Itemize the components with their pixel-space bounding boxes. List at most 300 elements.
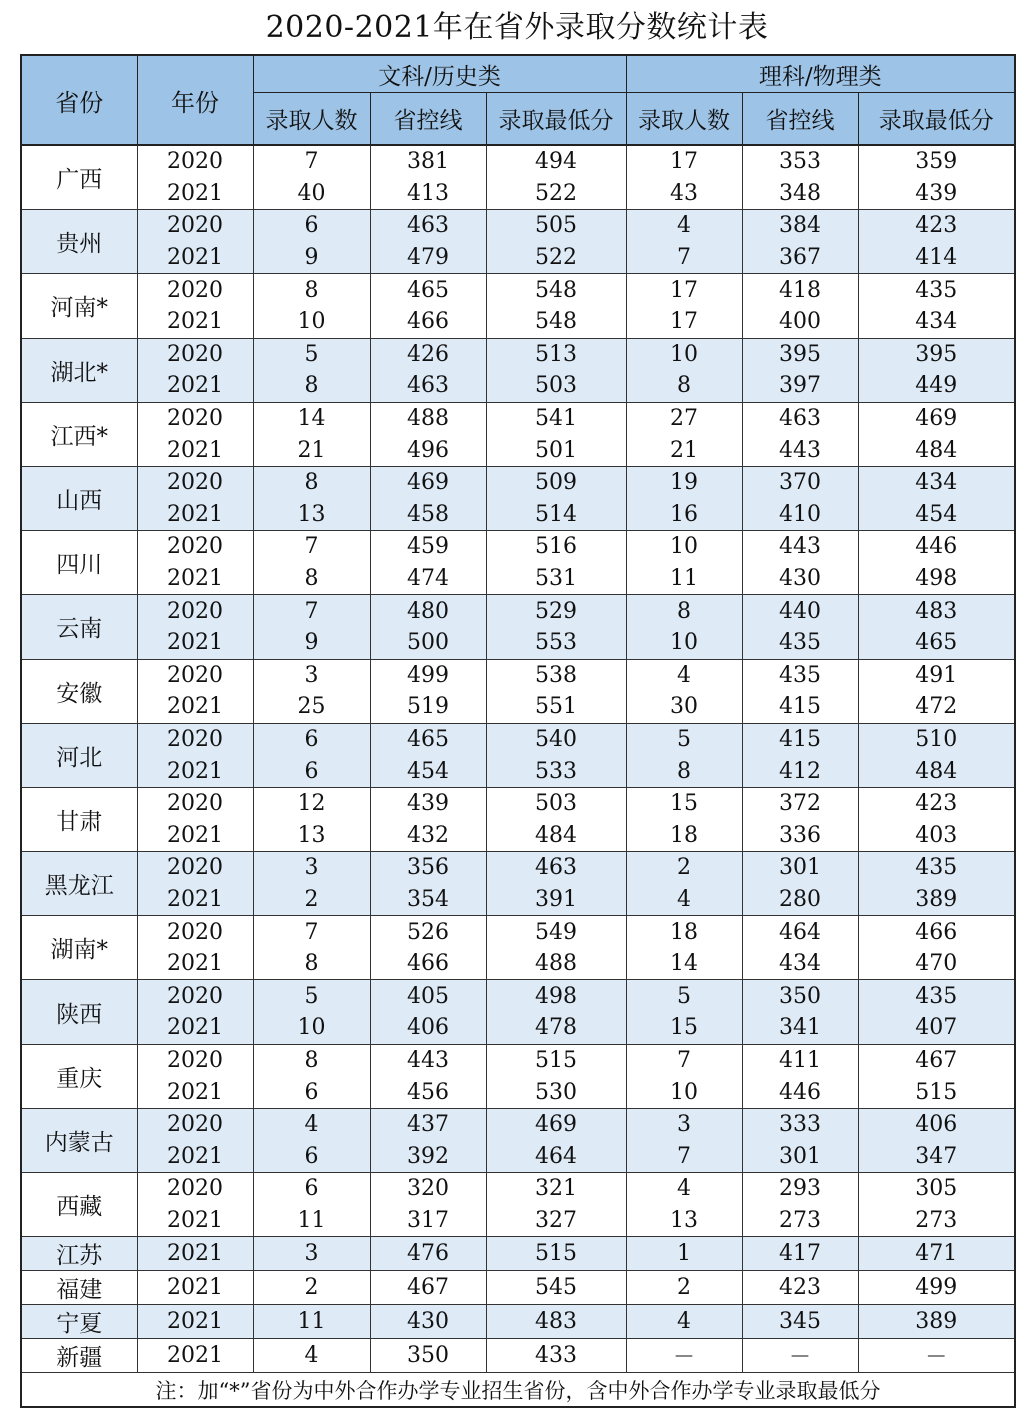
arts-enrolled-cell: 25 [253,691,370,723]
science-control-line-cell: 353 [742,145,858,178]
science-control-line-cell: 443 [742,434,858,466]
arts-control-line-cell: 463 [370,210,486,242]
table-row [21,370,1015,402]
science-min-score-cell: 472 [858,691,1015,723]
arts-min-score-cell: 494 [486,145,626,178]
science-min-score-cell: 499 [858,1271,1015,1305]
arts-enrolled-cell: 11 [253,1305,370,1339]
science-min-score-cell: 515 [858,1076,1015,1108]
science-control-line-cell: － [742,1339,858,1373]
science-enrolled-cell: 10 [626,531,742,563]
year-cell: 2021 [137,178,253,210]
admission-score-table [20,54,1016,1408]
science-enrolled-cell: 43 [626,178,742,210]
table-row [21,1044,1015,1076]
arts-enrolled-cell: 5 [253,980,370,1012]
arts-min-score-cell: 501 [486,434,626,466]
science-control-line-cell: 430 [742,563,858,595]
science-enrolled-cell: 15 [626,1012,742,1044]
arts-control-line-cell: 432 [370,819,486,851]
science-control-line-cell: 367 [742,242,858,274]
science-enrolled-cell: 3 [626,1108,742,1140]
science-min-score-cell: 466 [858,916,1015,948]
science-control-line-cell: 440 [742,595,858,627]
science-min-score-cell: 470 [858,948,1015,980]
table-row [21,1237,1015,1271]
arts-enrolled-cell: 8 [253,1044,370,1076]
arts-control-line-header: 省控线 [370,93,486,146]
table-footer [21,1373,1015,1408]
arts-min-score-cell: 464 [486,1140,626,1172]
science-control-line-cell: 301 [742,852,858,884]
science-min-score-header: 录取最低分 [858,93,1015,146]
science-control-line-cell: 446 [742,1076,858,1108]
table-row [21,723,1015,755]
science-control-line-cell: 415 [742,691,858,723]
arts-enrolled-cell: 7 [253,531,370,563]
science-min-score-cell: 484 [858,434,1015,466]
science-control-line-cell: 417 [742,1237,858,1271]
year-cell: 2020 [137,659,253,691]
arts-enrolled-cell: 5 [253,338,370,370]
science-control-line-cell: 384 [742,210,858,242]
year-cell: 2021 [137,370,253,402]
table-row [21,402,1015,434]
table-row [21,659,1015,691]
arts-min-score-cell: 529 [486,595,626,627]
science-min-score-cell: 305 [858,1173,1015,1205]
year-cell: 2020 [137,274,253,306]
science-min-score-cell: 471 [858,1237,1015,1271]
year-cell: 2020 [137,595,253,627]
year-cell: 2021 [137,1205,253,1237]
science-control-line-cell: 333 [742,1108,858,1140]
science-control-line-cell: 301 [742,1140,858,1172]
arts-enrolled-cell: 13 [253,819,370,851]
province-cell: 四川 [21,531,137,595]
science-control-line-cell: 415 [742,723,858,755]
arts-enrolled-cell: 2 [253,1271,370,1305]
science-enrolled-cell: 4 [626,659,742,691]
table-row [21,948,1015,980]
year-cell: 2021 [137,1271,253,1305]
arts-enrolled-cell: 6 [253,1140,370,1172]
arts-control-line-cell: 426 [370,338,486,370]
science-control-line-cell: 293 [742,1173,858,1205]
science-control-line-cell: 345 [742,1305,858,1339]
arts-min-score-cell: 513 [486,338,626,370]
arts-enrolled-cell: 6 [253,1173,370,1205]
science-min-score-cell: 465 [858,627,1015,659]
year-cell: 2020 [137,1044,253,1076]
year-cell: 2021 [137,1305,253,1339]
arts-control-line-cell: 469 [370,466,486,498]
science-control-line-cell: 443 [742,531,858,563]
arts-control-line-cell: 443 [370,1044,486,1076]
science-min-score-cell: 483 [858,595,1015,627]
science-min-score-cell: 406 [858,1108,1015,1140]
arts-min-score-cell: 327 [486,1205,626,1237]
arts-enrolled-cell: 7 [253,916,370,948]
science-control-line-cell: 372 [742,787,858,819]
table-row [21,1271,1015,1305]
arts-min-score-cell: 498 [486,980,626,1012]
science-min-score-cell: 467 [858,1044,1015,1076]
table-row [21,210,1015,242]
arts-min-score-cell: 509 [486,466,626,498]
arts-enrolled-cell: 9 [253,242,370,274]
arts-enrolled-cell: 3 [253,1237,370,1271]
science-min-score-cell: 403 [858,819,1015,851]
table-row [21,852,1015,884]
arts-control-line-cell: 480 [370,595,486,627]
arts-min-score-cell: 515 [486,1237,626,1271]
province-cell: 陕西 [21,980,137,1044]
province-cell: 黑龙江 [21,852,137,916]
province-cell: 山西 [21,466,137,530]
science-enrolled-cell: 13 [626,1205,742,1237]
science-min-score-cell: 439 [858,178,1015,210]
table-row [21,466,1015,498]
science-control-line-cell: 348 [742,178,858,210]
arts-min-score-cell: 551 [486,691,626,723]
arts-control-line-cell: 476 [370,1237,486,1271]
table-row [21,1339,1015,1373]
year-cell: 2021 [137,1140,253,1172]
province-cell: 甘肃 [21,787,137,851]
arts-min-score-cell: 391 [486,884,626,916]
arts-enrolled-cell: 7 [253,145,370,178]
arts-min-score-cell: 514 [486,499,626,531]
science-enrolled-cell: 11 [626,563,742,595]
science-control-line-cell: 434 [742,948,858,980]
science-min-score-cell: 389 [858,884,1015,916]
table-row [21,1305,1015,1339]
science-control-line-cell: 464 [742,916,858,948]
science-control-line-cell: 423 [742,1271,858,1305]
year-cell: 2021 [137,884,253,916]
science-enrolled-cell: 4 [626,884,742,916]
year-cell: 2020 [137,787,253,819]
arts-enrolled-cell: 3 [253,852,370,884]
science-min-score-cell: 484 [858,755,1015,787]
year-cell: 2021 [137,1076,253,1108]
arts-min-score-cell: 483 [486,1305,626,1339]
arts-enrolled-cell: 9 [253,627,370,659]
arts-control-line-cell: 463 [370,370,486,402]
arts-min-score-cell: 484 [486,819,626,851]
arts-control-line-cell: 454 [370,755,486,787]
science-control-line-cell: 395 [742,338,858,370]
science-enrolled-cell: 27 [626,402,742,434]
science-enrolled-cell: 17 [626,145,742,178]
science-enrolled-cell: 1 [626,1237,742,1271]
arts-min-score-cell: 538 [486,659,626,691]
science-min-score-cell: 510 [858,723,1015,755]
arts-control-line-cell: 317 [370,1205,486,1237]
science-enrolled-cell: 14 [626,948,742,980]
arts-min-score-cell: 503 [486,787,626,819]
arts-control-line-cell: 499 [370,659,486,691]
science-enrolled-cell: 4 [626,1173,742,1205]
arts-enrolled-cell: 6 [253,755,370,787]
arts-enrolled-cell: 8 [253,466,370,498]
arts-control-line-cell: 354 [370,884,486,916]
province-cell: 新疆 [21,1339,137,1373]
arts-enrolled-cell: 4 [253,1108,370,1140]
arts-min-score-cell: 533 [486,755,626,787]
arts-control-line-cell: 519 [370,691,486,723]
arts-enrolled-cell: 7 [253,595,370,627]
table-row [21,306,1015,338]
science-control-line-cell: 418 [742,274,858,306]
province-cell: 江苏 [21,1237,137,1271]
arts-control-line-cell: 392 [370,1140,486,1172]
arts-min-score-cell: 541 [486,402,626,434]
table-row [21,627,1015,659]
science-enrolled-cell: 5 [626,723,742,755]
arts-control-line-cell: 458 [370,499,486,531]
arts-enrolled-cell: 6 [253,723,370,755]
year-cell: 2020 [137,338,253,370]
science-control-line-cell: 370 [742,466,858,498]
arts-min-score-cell: 548 [486,274,626,306]
science-min-score-cell: 454 [858,499,1015,531]
arts-group-header: 文科/历史类 [253,55,626,93]
arts-control-line-cell: 350 [370,1339,486,1373]
table-row [21,819,1015,851]
arts-min-score-cell: 463 [486,852,626,884]
year-header: 年份 [137,55,253,145]
table-row [21,1108,1015,1140]
year-cell: 2020 [137,210,253,242]
science-min-score-cell: 389 [858,1305,1015,1339]
arts-enrolled-cell: 2 [253,884,370,916]
science-min-score-cell: 434 [858,466,1015,498]
arts-control-line-cell: 381 [370,145,486,178]
arts-control-line-cell: 459 [370,531,486,563]
arts-control-line-cell: 474 [370,563,486,595]
arts-control-line-cell: 467 [370,1271,486,1305]
arts-min-score-cell: 548 [486,306,626,338]
year-cell: 2020 [137,531,253,563]
arts-enrolled-cell: 8 [253,948,370,980]
arts-min-score-cell: 469 [486,1108,626,1140]
table-row [21,595,1015,627]
arts-min-score-cell: 540 [486,723,626,755]
science-enrolled-cell: 5 [626,980,742,1012]
year-cell: 2021 [137,434,253,466]
province-cell: 湖南* [21,916,137,980]
year-cell: 2021 [137,1012,253,1044]
arts-enrolled-header: 录取人数 [253,93,370,146]
science-enrolled-cell: 10 [626,338,742,370]
arts-enrolled-cell: 8 [253,563,370,595]
arts-enrolled-cell: 4 [253,1339,370,1373]
science-control-line-cell: 435 [742,627,858,659]
table-row [21,1012,1015,1044]
table-header [21,55,1015,145]
province-cell: 福建 [21,1271,137,1305]
arts-min-score-cell: 545 [486,1271,626,1305]
science-enrolled-cell: 15 [626,787,742,819]
table-row [21,1173,1015,1205]
science-min-score-cell: 359 [858,145,1015,178]
arts-min-score-cell: 522 [486,242,626,274]
province-cell: 河南* [21,274,137,338]
year-cell: 2021 [137,819,253,851]
arts-control-line-cell: 356 [370,852,486,884]
table-row [21,1140,1015,1172]
science-control-line-header: 省控线 [742,93,858,146]
table-row [21,178,1015,210]
table-body [21,145,1015,1373]
science-enrolled-cell: 17 [626,274,742,306]
arts-control-line-cell: 496 [370,434,486,466]
table-row [21,338,1015,370]
arts-enrolled-cell: 13 [253,499,370,531]
science-control-line-cell: 435 [742,659,858,691]
arts-enrolled-cell: 8 [253,274,370,306]
province-cell: 西藏 [21,1173,137,1237]
science-control-line-cell: 350 [742,980,858,1012]
page-title: 2020-2021年在省外录取分数统计表 [265,10,769,45]
science-min-score-cell: － [858,1339,1015,1373]
table-row [21,916,1015,948]
province-cell: 安徽 [21,659,137,723]
science-enrolled-cell: 7 [626,1140,742,1172]
science-enrolled-cell: 19 [626,466,742,498]
arts-control-line-cell: 437 [370,1108,486,1140]
science-enrolled-header: 录取人数 [626,93,742,146]
year-cell: 2020 [137,466,253,498]
science-enrolled-cell: 2 [626,852,742,884]
science-min-score-cell: 449 [858,370,1015,402]
year-cell: 2020 [137,1108,253,1140]
science-min-score-cell: 423 [858,210,1015,242]
year-cell: 2021 [137,1339,253,1373]
arts-min-score-cell: 321 [486,1173,626,1205]
province-header: 省份 [21,55,137,145]
science-min-score-cell: 414 [858,242,1015,274]
science-enrolled-cell: 17 [626,306,742,338]
table-row [21,531,1015,563]
arts-min-score-cell: 553 [486,627,626,659]
arts-control-line-cell: 465 [370,274,486,306]
arts-control-line-cell: 488 [370,402,486,434]
science-min-score-cell: 347 [858,1140,1015,1172]
year-cell: 2020 [137,1173,253,1205]
table-row [21,884,1015,916]
science-enrolled-cell: 8 [626,370,742,402]
arts-enrolled-cell: 6 [253,1076,370,1108]
year-cell: 2021 [137,755,253,787]
science-min-score-cell: 469 [858,402,1015,434]
table-row [21,242,1015,274]
science-control-line-cell: 336 [742,819,858,851]
arts-min-score-cell: 478 [486,1012,626,1044]
province-cell: 重庆 [21,1044,137,1108]
arts-min-score-cell: 549 [486,916,626,948]
arts-control-line-cell: 466 [370,306,486,338]
science-enrolled-cell: 21 [626,434,742,466]
province-cell: 贵州 [21,210,137,274]
province-cell: 广西 [21,145,137,210]
arts-enrolled-cell: 6 [253,210,370,242]
province-cell: 江西* [21,402,137,466]
science-enrolled-cell: 7 [626,1044,742,1076]
arts-control-line-cell: 465 [370,723,486,755]
arts-control-line-cell: 320 [370,1173,486,1205]
science-enrolled-cell: 4 [626,1305,742,1339]
arts-control-line-cell: 413 [370,178,486,210]
year-cell: 2020 [137,723,253,755]
science-control-line-cell: 341 [742,1012,858,1044]
province-cell: 宁夏 [21,1305,137,1339]
table-row [21,434,1015,466]
province-cell: 河北 [21,723,137,787]
science-min-score-cell: 407 [858,1012,1015,1044]
arts-enrolled-cell: 10 [253,1012,370,1044]
science-group-header: 理科/物理类 [626,55,1015,93]
arts-control-line-cell: 456 [370,1076,486,1108]
arts-min-score-cell: 530 [486,1076,626,1108]
footnote: 注：加“*”省份为中外合作办学专业招生省份，含中外合作办学专业录取最低分 [21,1373,1015,1408]
table-row [21,755,1015,787]
science-min-score-cell: 435 [858,274,1015,306]
science-enrolled-cell: 4 [626,210,742,242]
science-enrolled-cell: 8 [626,755,742,787]
science-control-line-cell: 463 [742,402,858,434]
science-min-score-cell: 435 [858,852,1015,884]
table-row [21,145,1015,178]
science-min-score-cell: 491 [858,659,1015,691]
arts-enrolled-cell: 14 [253,402,370,434]
arts-enrolled-cell: 40 [253,178,370,210]
science-min-score-cell: 423 [858,787,1015,819]
science-min-score-cell: 498 [858,563,1015,595]
year-cell: 2021 [137,691,253,723]
arts-enrolled-cell: 8 [253,370,370,402]
arts-enrolled-cell: 21 [253,434,370,466]
arts-min-score-cell: 488 [486,948,626,980]
arts-min-score-cell: 503 [486,370,626,402]
science-enrolled-cell: 2 [626,1271,742,1305]
arts-control-line-cell: 430 [370,1305,486,1339]
year-cell: 2021 [137,563,253,595]
year-cell: 2021 [137,948,253,980]
arts-min-score-cell: 433 [486,1339,626,1373]
table-row [21,274,1015,306]
year-cell: 2021 [137,306,253,338]
arts-enrolled-cell: 10 [253,306,370,338]
province-cell: 湖北* [21,338,137,402]
year-cell: 2021 [137,627,253,659]
table-row [21,691,1015,723]
arts-min-score-cell: 505 [486,210,626,242]
arts-control-line-cell: 405 [370,980,486,1012]
arts-control-line-cell: 439 [370,787,486,819]
science-min-score-cell: 434 [858,306,1015,338]
year-cell: 2020 [137,852,253,884]
science-min-score-cell: 273 [858,1205,1015,1237]
table-row [21,980,1015,1012]
arts-min-score-header: 录取最低分 [486,93,626,146]
science-control-line-cell: 410 [742,499,858,531]
table-row [21,499,1015,531]
science-control-line-cell: 273 [742,1205,858,1237]
province-cell: 内蒙古 [21,1108,137,1172]
